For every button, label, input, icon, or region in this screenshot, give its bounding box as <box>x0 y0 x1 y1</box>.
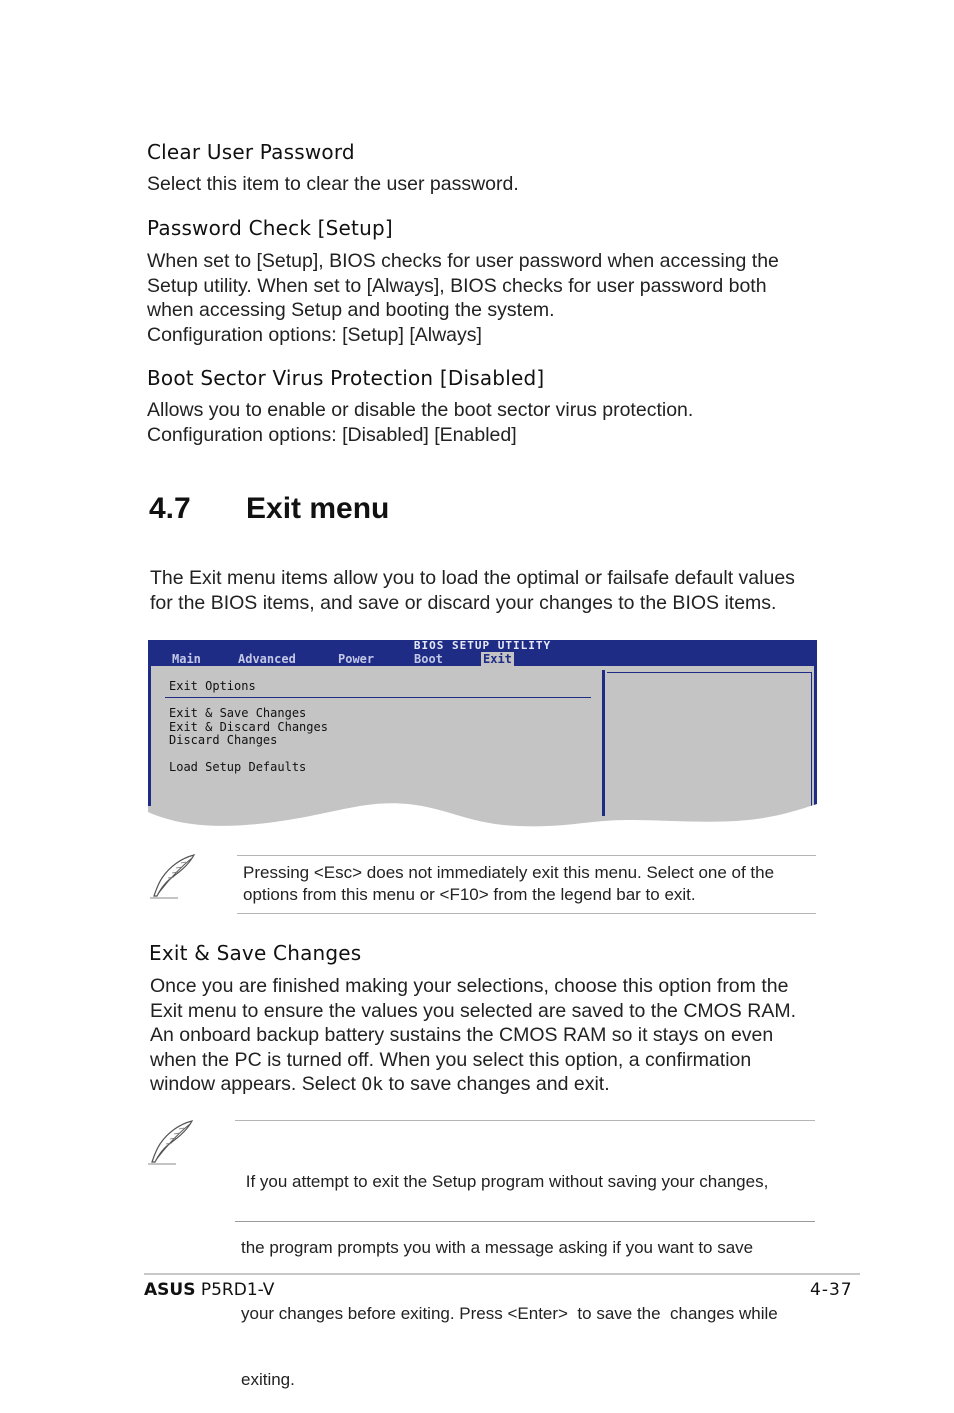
text-line: your changes before exiting. Press <Enter> to save the changes while <box>241 1304 778 1323</box>
bios-help-panel-top <box>607 672 812 673</box>
bios-heading-underline <box>165 697 591 698</box>
footer-brand: ASUS <box>144 1280 196 1300</box>
text-line: An onboard backup battery sustains the CMOS RAM so it stays on even <box>150 1024 774 1046</box>
page-number: 4-37 <box>810 1280 853 1300</box>
bios-menu-exit[interactable]: Exit <box>483 652 512 666</box>
bios-frame-right <box>814 666 817 806</box>
bios-menu-main[interactable]: Main <box>172 652 201 666</box>
bios-menu-boot[interactable]: Boot <box>414 652 443 666</box>
feather-pen-icon <box>146 1118 196 1166</box>
text-line: Configuration options: [Disabled] [Enabled] <box>147 423 517 446</box>
text-line <box>150 1072 850 1098</box>
text-fragment: to save changes and exit. <box>383 1073 610 1095</box>
text-line: Pressing <Esc> does not immediately exit this menu. Select one of the <box>243 863 775 882</box>
text-line: Configuration options: [Setup] [Always] <box>147 323 482 346</box>
text-line: If you attempt to exit the Setup program without saving your changes, <box>241 1172 769 1191</box>
bios-item-discard-changes[interactable]: Discard Changes <box>169 733 278 747</box>
bios-screenshot <box>148 640 817 830</box>
footer-model: P5RD1-V <box>195 1280 275 1300</box>
section-body-password-check <box>147 249 847 347</box>
bios-item-exit-save[interactable]: Exit & Save Changes <box>169 706 307 720</box>
section-title-exit-save: Exit & Save Changes <box>149 941 362 965</box>
chapter-intro <box>150 566 850 615</box>
footer-rule <box>144 1273 860 1275</box>
text-line: when the PC is turned off. When you select this option, a confirmation <box>150 1048 752 1071</box>
chapter-title: Exit menu <box>246 492 390 525</box>
text-line: options from this menu or <F10> from the legend bar to exit. <box>243 885 696 904</box>
bios-item-load-defaults[interactable]: Load Setup Defaults <box>169 760 307 774</box>
text-line: Allows you to enable or disable the boot sector virus protection. <box>147 399 694 421</box>
bios-item-exit-discard[interactable]: Exit & Discard Changes <box>169 720 328 734</box>
note-rule-bottom <box>235 1221 815 1222</box>
section-body-clear-user-password: Select this item to clear the user password. <box>147 173 519 195</box>
text-line: for the BIOS items, and save or discard your changes to the BIOS items. <box>150 591 777 614</box>
text-line: When set to [Setup], BIOS checks for user password when accessing the <box>147 250 779 272</box>
section-body-boot-sector <box>147 398 847 447</box>
note-rule-bottom <box>237 913 816 914</box>
bios-menu-bar <box>148 652 817 666</box>
text-line: Exit menu to ensure the values you selected are saved to the CMOS RAM. <box>150 999 796 1022</box>
note-rule-top <box>235 1120 815 1121</box>
text-line: exiting. <box>241 1370 295 1389</box>
note-unsaved <box>241 1127 816 1413</box>
section-title-clear-user-password: Clear User Password <box>147 140 355 164</box>
note-esc <box>243 862 813 906</box>
feather-pen-icon <box>148 852 198 900</box>
bios-heading: Exit Options <box>169 679 256 693</box>
text-line: the program prompts you with a message asking if you want to save <box>241 1238 754 1257</box>
bios-menu-power[interactable]: Power <box>338 652 375 666</box>
text-fragment: window appears. Select <box>150 1073 362 1095</box>
section-title-password-check: Password Check [Setup] <box>147 216 393 240</box>
bios-torn-edge <box>148 790 817 830</box>
section-title-boot-sector: Boot Sector Virus Protection [Disabled] <box>147 366 545 390</box>
chapter-number: 4.7 <box>149 492 191 525</box>
text-line: when accessing Setup and booting the system. <box>147 299 555 321</box>
section-body-exit-save <box>150 974 850 1098</box>
footer-product <box>144 1280 274 1300</box>
text-line: Once you are finished making your selections, choose this option from the <box>150 975 789 997</box>
bios-menu-advanced[interactable]: Advanced <box>238 652 296 666</box>
key-ok: Ok <box>361 1074 384 1095</box>
text-line: Setup utility. When set to [Always], BIOS checks for user password both <box>147 274 767 297</box>
note-rule-top <box>237 855 816 856</box>
text-line: The Exit menu items allow you to load the optimal or failsafe default values <box>150 567 795 589</box>
bios-frame-left <box>148 666 151 806</box>
bios-title: BIOS SETUP UTILITY <box>148 640 817 652</box>
